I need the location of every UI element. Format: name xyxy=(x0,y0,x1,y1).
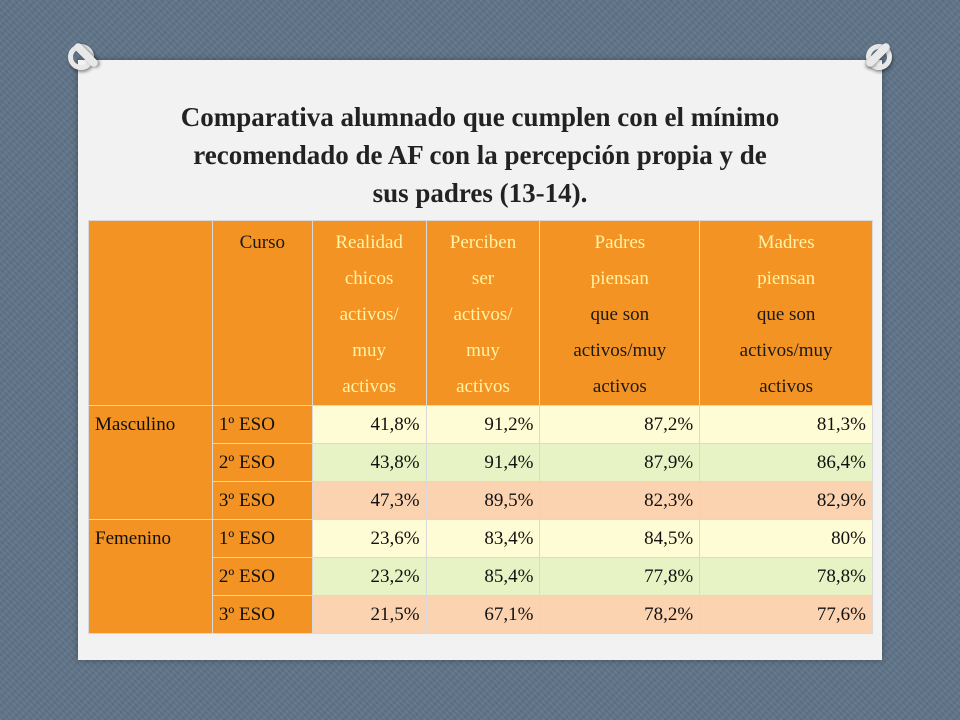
value-cell: 87,2% xyxy=(540,406,700,444)
gender-cell: Masculino xyxy=(89,406,213,520)
value-cell: 82,3% xyxy=(540,482,700,520)
value-cell: 82,9% xyxy=(700,482,873,520)
header-padres: Padres piensan que son activos/muy activos xyxy=(540,221,700,406)
slide-title-line: recomendado de AF con la percepción propia y de xyxy=(193,140,767,170)
value-cell: 85,4% xyxy=(426,558,540,596)
header-perciben: Perciben ser activos/ muy activos xyxy=(426,221,540,406)
slide-title-line: sus padres (13-14). xyxy=(372,178,588,208)
value-cell: 21,5% xyxy=(312,596,426,634)
table-row xyxy=(89,406,873,444)
data-table xyxy=(88,220,873,634)
value-cell: 43,8% xyxy=(312,444,426,482)
value-cell: 86,4% xyxy=(700,444,873,482)
value-cell: 41,8% xyxy=(312,406,426,444)
course-cell: 1º ESO xyxy=(212,406,312,444)
course-cell: 1º ESO xyxy=(212,520,312,558)
value-cell: 67,1% xyxy=(426,596,540,634)
gender-cell: Femenino xyxy=(89,520,213,634)
header-realidad: Realidad chicos activos/ muy activos xyxy=(312,221,426,406)
value-cell: 78,2% xyxy=(540,596,700,634)
course-cell: 3º ESO xyxy=(212,596,312,634)
slide-title xyxy=(100,98,860,212)
slide-title-line: Comparativa alumnado que cumplen con el mínimo xyxy=(180,102,780,132)
value-cell: 81,3% xyxy=(700,406,873,444)
value-cell: 77,6% xyxy=(700,596,873,634)
value-cell: 84,5% xyxy=(540,520,700,558)
value-cell: 91,2% xyxy=(426,406,540,444)
course-cell: 2º ESO xyxy=(212,558,312,596)
header-madres: Madres piensan que son activos/muy activos xyxy=(700,221,873,406)
header-curso: Curso xyxy=(212,221,312,406)
value-cell: 78,8% xyxy=(700,558,873,596)
value-cell: 87,9% xyxy=(540,444,700,482)
value-cell: 89,5% xyxy=(426,482,540,520)
table-header-row xyxy=(89,221,873,406)
table-row xyxy=(89,520,873,558)
value-cell: 83,4% xyxy=(426,520,540,558)
course-cell: 3º ESO xyxy=(212,482,312,520)
value-cell: 23,2% xyxy=(312,558,426,596)
value-cell: 80% xyxy=(700,520,873,558)
course-cell: 2º ESO xyxy=(212,444,312,482)
value-cell: 23,6% xyxy=(312,520,426,558)
value-cell: 47,3% xyxy=(312,482,426,520)
value-cell: 77,8% xyxy=(540,558,700,596)
header-empty-cell xyxy=(89,221,213,406)
value-cell: 91,4% xyxy=(426,444,540,482)
